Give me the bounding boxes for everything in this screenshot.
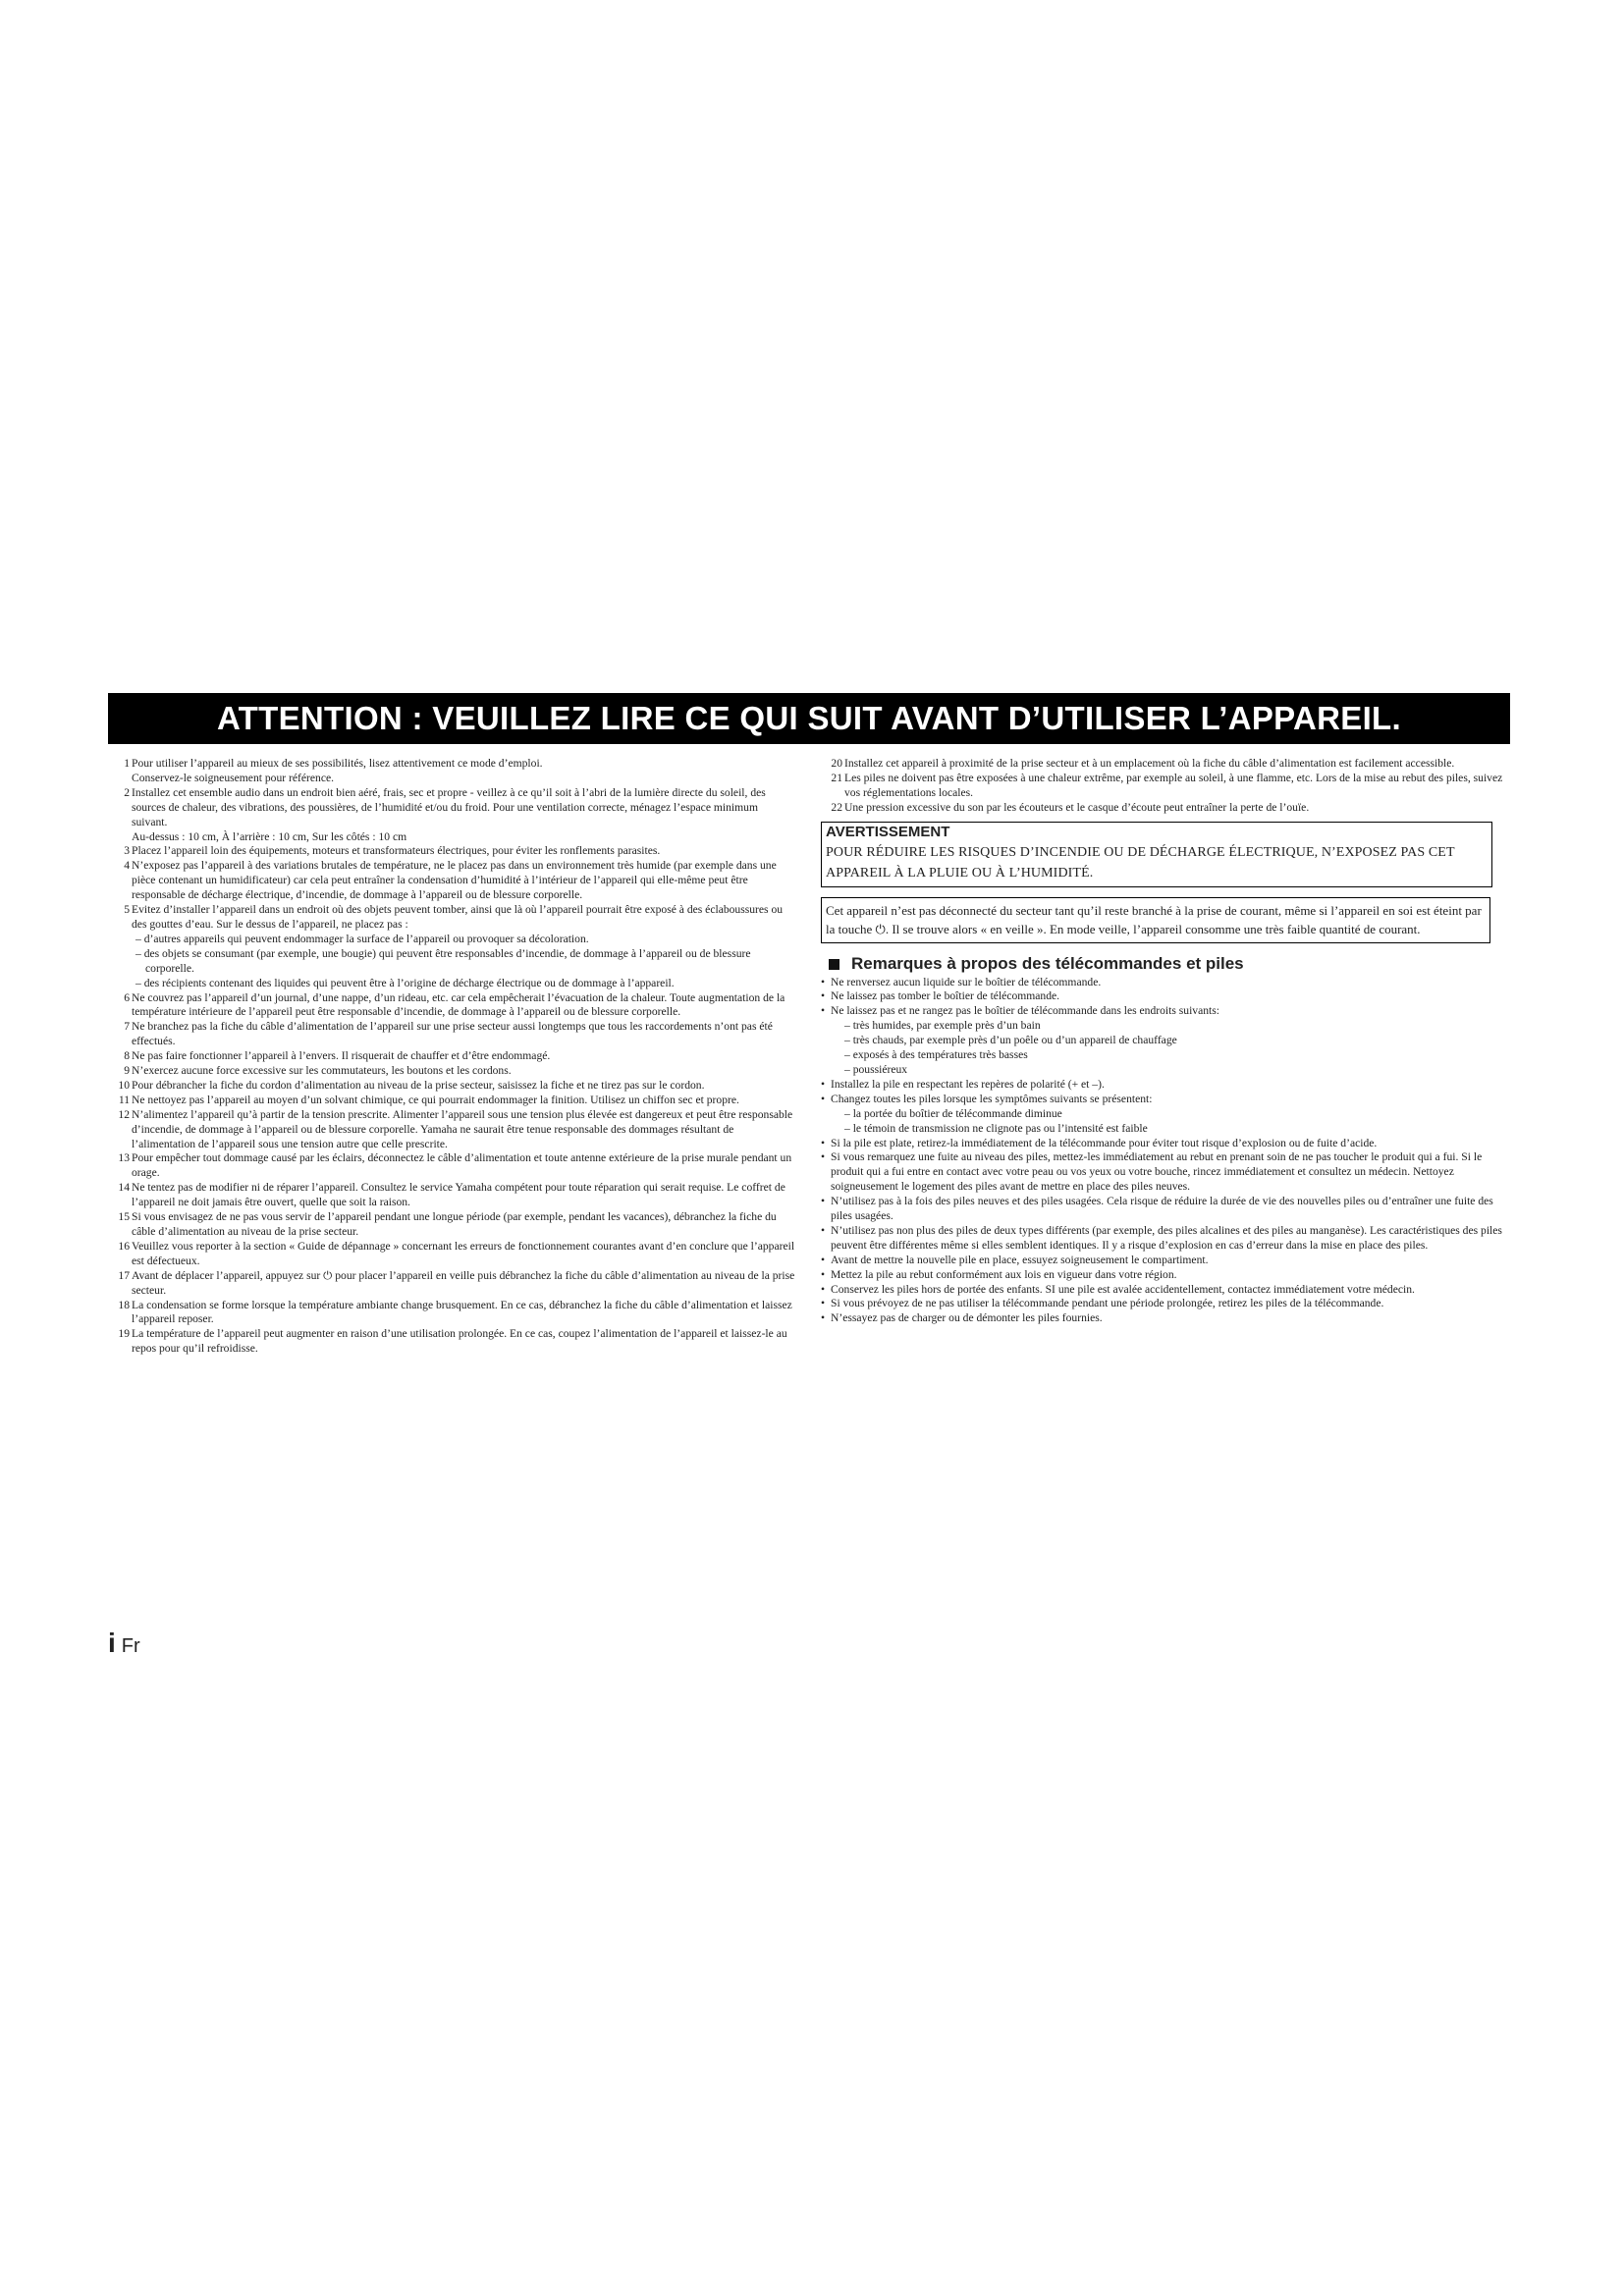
item-dash-line: – des récipients contenant des liquides qui peuvent être à l’origine de décharge électrique ou de dommage à l’appareil. — [132, 977, 795, 991]
item-text: N’alimentez l’appareil qu’à partir de la tension prescrite. Alimenter l’appareil sous une tension plus élevée est dangereux et peut être responsable d’incendie, de dommage à l’appareil ou de blessure corporelle. Yamaha ne saurait être tenue responsable des dommages résultant de l’alimentation de l’appareil sous une tension autre que celle prescrite. — [132, 1107, 793, 1150]
item-text: Si vous envisagez de ne pas vous servir de l’appareil pendant une longue période (par exemple, pendant les vacances), débranchez la fiche du câble d’alimentation au niveau de la prise secteur. — [132, 1210, 777, 1238]
numbered-item — [108, 1108, 795, 1152]
item-text: Ne branchez pas la fiche du câble d’alimentation de l’appareil sur une prise secteur aussi longtemps que tous les raccordements n’ont pas été effectués. — [132, 1020, 773, 1048]
item-text: Installez cet ensemble audio dans un endroit bien aéré, frais, sec et propre - veillez à ce qu’il soit à l’abri de la lumière directe du soleil, des sources de chaleur, des vibrations, des poussières, de l’humidité et/ou du froid. Pour une ventilation correcte, ménagez l’espace minimum suivant. — [132, 785, 766, 828]
item-number: 12 — [118, 1107, 130, 1121]
bullet-text: N’essayez pas de charger ou de démonter les piles fournies. — [831, 1311, 1103, 1325]
bullet-text: Changez toutes les piles lorsque les symptômes suivants se présentent: — [831, 1092, 1153, 1105]
numbered-item — [108, 786, 795, 845]
item-text: Installez cet appareil à proximité de la prise secteur et à un emplacement où la fiche du câble d’alimentation est facilement accessible. — [844, 757, 1455, 770]
item-text: Pour utiliser l’appareil au mieux de ses possibilités, lisez attentivement ce mode d’emploi. — [132, 757, 543, 770]
item-text: N’exercez aucune force excessive sur les commutateurs, les boutons et les cordons. — [132, 1064, 512, 1078]
item-dash-line: – d’autres appareils qui peuvent endommager la surface de l’appareil ou provoquer sa décoloration. — [132, 933, 795, 947]
item-number: 7 — [124, 1020, 130, 1034]
bullet-text: Installez la pile en respectant les repères de polarité (+ et –). — [831, 1077, 1105, 1091]
bullet-text: Ne renversez aucun liquide sur le boîtier de télécommande. — [831, 975, 1102, 988]
bullet-item — [821, 976, 1508, 990]
item-text: Une pression excessive du son par les écouteurs et le casque d’écoute peut entraîner la perte de l’ouïe. — [844, 800, 1310, 814]
numbered-item — [108, 1269, 795, 1299]
numbered-item — [821, 772, 1508, 801]
item-number: 14 — [118, 1181, 130, 1195]
bullet-item — [821, 1004, 1508, 1078]
language-code: Fr — [121, 1635, 140, 1657]
item-number: 8 — [124, 1049, 130, 1063]
item-subline: Au-dessus : 10 cm, À l’arrière : 10 cm, Sur les côtés : 10 cm — [132, 829, 407, 843]
page-footer — [108, 1628, 140, 1659]
item-number: 5 — [124, 903, 130, 917]
item-subline: Conservez-le soigneusement pour référence. — [132, 771, 335, 784]
bullet-text: Avant de mettre la nouvelle pile en place, essuyez soigneusement le compartiment. — [831, 1253, 1209, 1266]
item-text: Ne couvrez pas l’appareil d’un journal, d’une nappe, d’un rideau, etc. car cela empêcherait l’évacuation de la chaleur. Toute augmentation de la température intérieure de l’appareil peut être responsable d’incendie, de dommage à l’appareil ou de blessure corporelle. — [132, 990, 785, 1019]
numbered-item — [108, 1327, 795, 1357]
item-text: Pour empêcher tout dommage causé par les éclairs, déconnectez le câble d’alimentation et toute antenne extérieure de la prise murale pendant un orage. — [132, 1151, 792, 1180]
numbered-item — [108, 903, 795, 990]
bullet-item — [821, 989, 1508, 1004]
numbered-item — [821, 757, 1508, 772]
numbered-item — [108, 1240, 795, 1269]
bullet-dash-line: – très humides, par exemple près d’un bain — [831, 1019, 1508, 1034]
item-text: Les piles ne doivent pas être exposées à une chaleur extrême, par exemple au soleil, à une flamme, etc. Lors de la mise au rebut des piles, suivez vos réglementations locales. — [844, 771, 1503, 799]
item-text: Veuillez vous reporter à la section « Guide de dépannage » concernant les erreurs de fonctionnement courantes avant d’en conclure que l’appareil est défectueux. — [132, 1239, 795, 1267]
numbered-item — [108, 1181, 795, 1210]
numbered-item — [108, 757, 795, 786]
item-text: Placez l’appareil loin des équipements, moteurs et transformateurs électriques, pour éviter les ronflements parasites. — [132, 844, 661, 858]
numbered-item — [108, 1079, 795, 1094]
bullet-dash-line: – exposés à des températures très basses — [831, 1048, 1508, 1063]
item-number: 13 — [118, 1151, 130, 1165]
bullet-text: Si vous prévoyez de ne pas utiliser la télécommande pendant une période prolongée, retirez les piles de la télécommande. — [831, 1297, 1384, 1310]
left-column — [108, 757, 795, 1357]
item-number: 11 — [118, 1093, 130, 1106]
item-number: 15 — [118, 1210, 130, 1224]
numbered-item — [108, 1064, 795, 1079]
bullet-item — [821, 1078, 1508, 1093]
bullet-item — [821, 1311, 1508, 1326]
item-number: 17 — [118, 1268, 130, 1282]
bullet-item — [821, 1150, 1508, 1195]
item-text: Avant de déplacer l’appareil, appuyez sur ⏻ pour placer l’appareil en veille puis débranchez la fiche du câble d’alimentation au niveau de la prise secteur. — [132, 1268, 795, 1297]
numbered-item — [108, 1094, 795, 1108]
bullet-item — [821, 1195, 1508, 1224]
numbered-item — [821, 801, 1508, 816]
bullet-text: Ne laissez pas et ne rangez pas le boîtier de télécommande dans les endroits suivants: — [831, 1004, 1219, 1018]
bullet-text: Si vous remarquez une fuite au niveau des piles, mettez-les immédiatement au rebut en prenant soin de ne pas toucher le produit qui a fui. Si le produit qui a fui entre en contact avec votre peau ou vos yeux ou votre bouche, rincez immédiatement et consultez un médecin. Nettoyez soigneusement le logement des piles avant de mettre en place des piles neuves. — [831, 1150, 1483, 1194]
bullet-text: Mettez la pile au rebut conformément aux lois en vigueur dans votre région. — [831, 1267, 1177, 1281]
bullet-item — [821, 1224, 1508, 1254]
warning-title: AVERTISSEMENT — [826, 823, 950, 840]
bullet-text: Ne laissez pas tomber le boîtier de télécommande. — [831, 989, 1060, 1003]
bullet-text: Si la pile est plate, retirez-la immédiatement de la télécommande pour éviter tout risque d’explosion ou de fuite d’acide. — [831, 1136, 1378, 1149]
square-bullet-icon — [829, 959, 839, 970]
warning-body: POUR RÉDUIRE LES RISQUES D’INCENDIE OU DE DÉCHARGE ÉLECTRIQUE, N’EXPOSEZ PAS CET APPAREIL À LA PLUIE OU À L’HUMIDITÉ. — [826, 844, 1455, 881]
item-text: La température de l’appareil peut augmenter en raison d’une utilisation prolongée. En ce cas, coupez l’alimentation de l’appareil et laissez-le au repos pour qu’il refroidisse. — [132, 1327, 787, 1356]
numbered-item — [108, 1210, 795, 1240]
item-text: Evitez d’installer l’appareil dans un endroit où des objets peuvent tomber, ainsi que là où l’appareil pourrait être exposé à des éclaboussures ou des gouttes d’eau. Sur le dessus de l’appareil, ne placez pas : — [132, 903, 784, 931]
item-dash-line: – des objets se consumant (par exemple, une bougie) qui peuvent être responsables d’incendie, de dommage à l’appareil ou de blessure corporelle. — [132, 947, 795, 977]
bullet-item — [821, 1297, 1508, 1311]
item-text: Ne pas faire fonctionner l’appareil à l’envers. Il risquerait de chauffer et d’être endommagé. — [132, 1049, 551, 1063]
bullet-item — [821, 1254, 1508, 1268]
bullet-item — [821, 1093, 1508, 1137]
bullet-dash-line: – poussiéreux — [831, 1063, 1508, 1078]
item-number: 19 — [118, 1327, 130, 1341]
numbered-item — [108, 1049, 795, 1064]
remote-bullet-list — [821, 976, 1508, 1327]
item-text: N’exposez pas l’appareil à des variations brutales de température, ne le placez pas dans un environnement très humide (par exemple dans une pièce contenant un humidificateur) car cela peut entraîner la condensation d’humidité à l’intérieur de l’appareil qui elle-même peut être responsable de décharge électrique, d’incendie, de dommage à l’appareil ou de blessure corporelle. — [132, 859, 777, 902]
bullet-item — [821, 1137, 1508, 1151]
bullet-dash-line: – la portée du boîtier de télécommande diminue — [831, 1107, 1508, 1122]
item-number: 1 — [124, 757, 130, 770]
standby-note: Cet appareil n’est pas déconnecté du secteur tant qu’il reste branché à la prise de courant, même si l’appareil en soi est éteint par la touche ⏻. Il se trouve alors « en veille ». En mode veille, l’appareil consomme une très faible quantité de courant. — [821, 897, 1490, 943]
item-number: 22 — [831, 800, 842, 814]
item-number: 21 — [831, 771, 842, 784]
right-numbered-list — [821, 757, 1508, 816]
warning-box — [821, 822, 1492, 887]
item-number: 3 — [124, 844, 130, 858]
numbered-item — [108, 1299, 795, 1328]
item-text: Pour débrancher la fiche du cordon d’alimentation au niveau de la prise secteur, saisissez la fiche et ne tirez pas sur le cordon. — [132, 1078, 705, 1092]
item-text: Ne tentez pas de modifier ni de réparer l’appareil. Consultez le service Yamaha compétent pour toute réparation qui serait requise. Le coffret de l’appareil ne doit jamais être ouvert, quelle que soit la raison. — [132, 1181, 785, 1209]
numbered-item — [108, 844, 795, 859]
page-number: i — [108, 1628, 116, 1658]
item-number: 20 — [831, 757, 842, 770]
item-number: 6 — [124, 990, 130, 1004]
item-number: 16 — [118, 1239, 130, 1253]
bullet-dash-line: – le témoin de transmission ne clignote pas ou l’intensité est faible — [831, 1122, 1508, 1137]
item-text: Ne nettoyez pas l’appareil au moyen d’un solvant chimique, ce qui pourrait endommager la finition. Utilisez un chiffon sec et propre. — [132, 1093, 739, 1106]
remote-section-heading — [821, 953, 1508, 973]
bullet-text: N’utilisez pas non plus des piles de deux types différents (par exemple, des piles alcalines et des piles au manganèse). Les caractéristiques des piles peuvent être différentes même si elles semblent identiques. Il y a risque d’explosion en cas d’erreur dans la mise en place des piles. — [831, 1223, 1502, 1252]
numbered-item — [108, 1151, 795, 1181]
right-column — [821, 757, 1508, 1326]
item-number: 10 — [118, 1078, 130, 1092]
item-text: La condensation se forme lorsque la température ambiante change brusquement. En ce cas, débranchez la fiche du câble d’alimentation et laissez l’appareil reposer. — [132, 1298, 792, 1326]
attention-banner: ATTENTION : VEUILLEZ LIRE CE QUI SUIT AVANT D’UTILISER L’APPAREIL. — [108, 693, 1510, 744]
bullet-dash-line: – très chauds, par exemple près d’un poêle ou d’un appareil de chauffage — [831, 1034, 1508, 1048]
bullet-item — [821, 1283, 1508, 1298]
item-number: 9 — [124, 1064, 130, 1078]
numbered-item — [108, 859, 795, 903]
numbered-item — [108, 991, 795, 1021]
item-number: 18 — [118, 1298, 130, 1311]
bullet-text: Conservez les piles hors de portée des enfants. SI une pile est avalée accidentellement, contactez immédiatement votre médecin. — [831, 1282, 1415, 1296]
bullet-item — [821, 1268, 1508, 1283]
remote-section-title: Remarques à propos des télécommandes et piles — [851, 953, 1244, 973]
numbered-item — [108, 1020, 795, 1049]
item-number: 2 — [124, 785, 130, 799]
item-number: 4 — [124, 859, 130, 873]
bullet-text: N’utilisez pas à la fois des piles neuves et des piles usagées. Cela risque de réduire la durée de vie des nouvelles piles ou d’entraîner une fuite des piles usagées. — [831, 1195, 1493, 1223]
